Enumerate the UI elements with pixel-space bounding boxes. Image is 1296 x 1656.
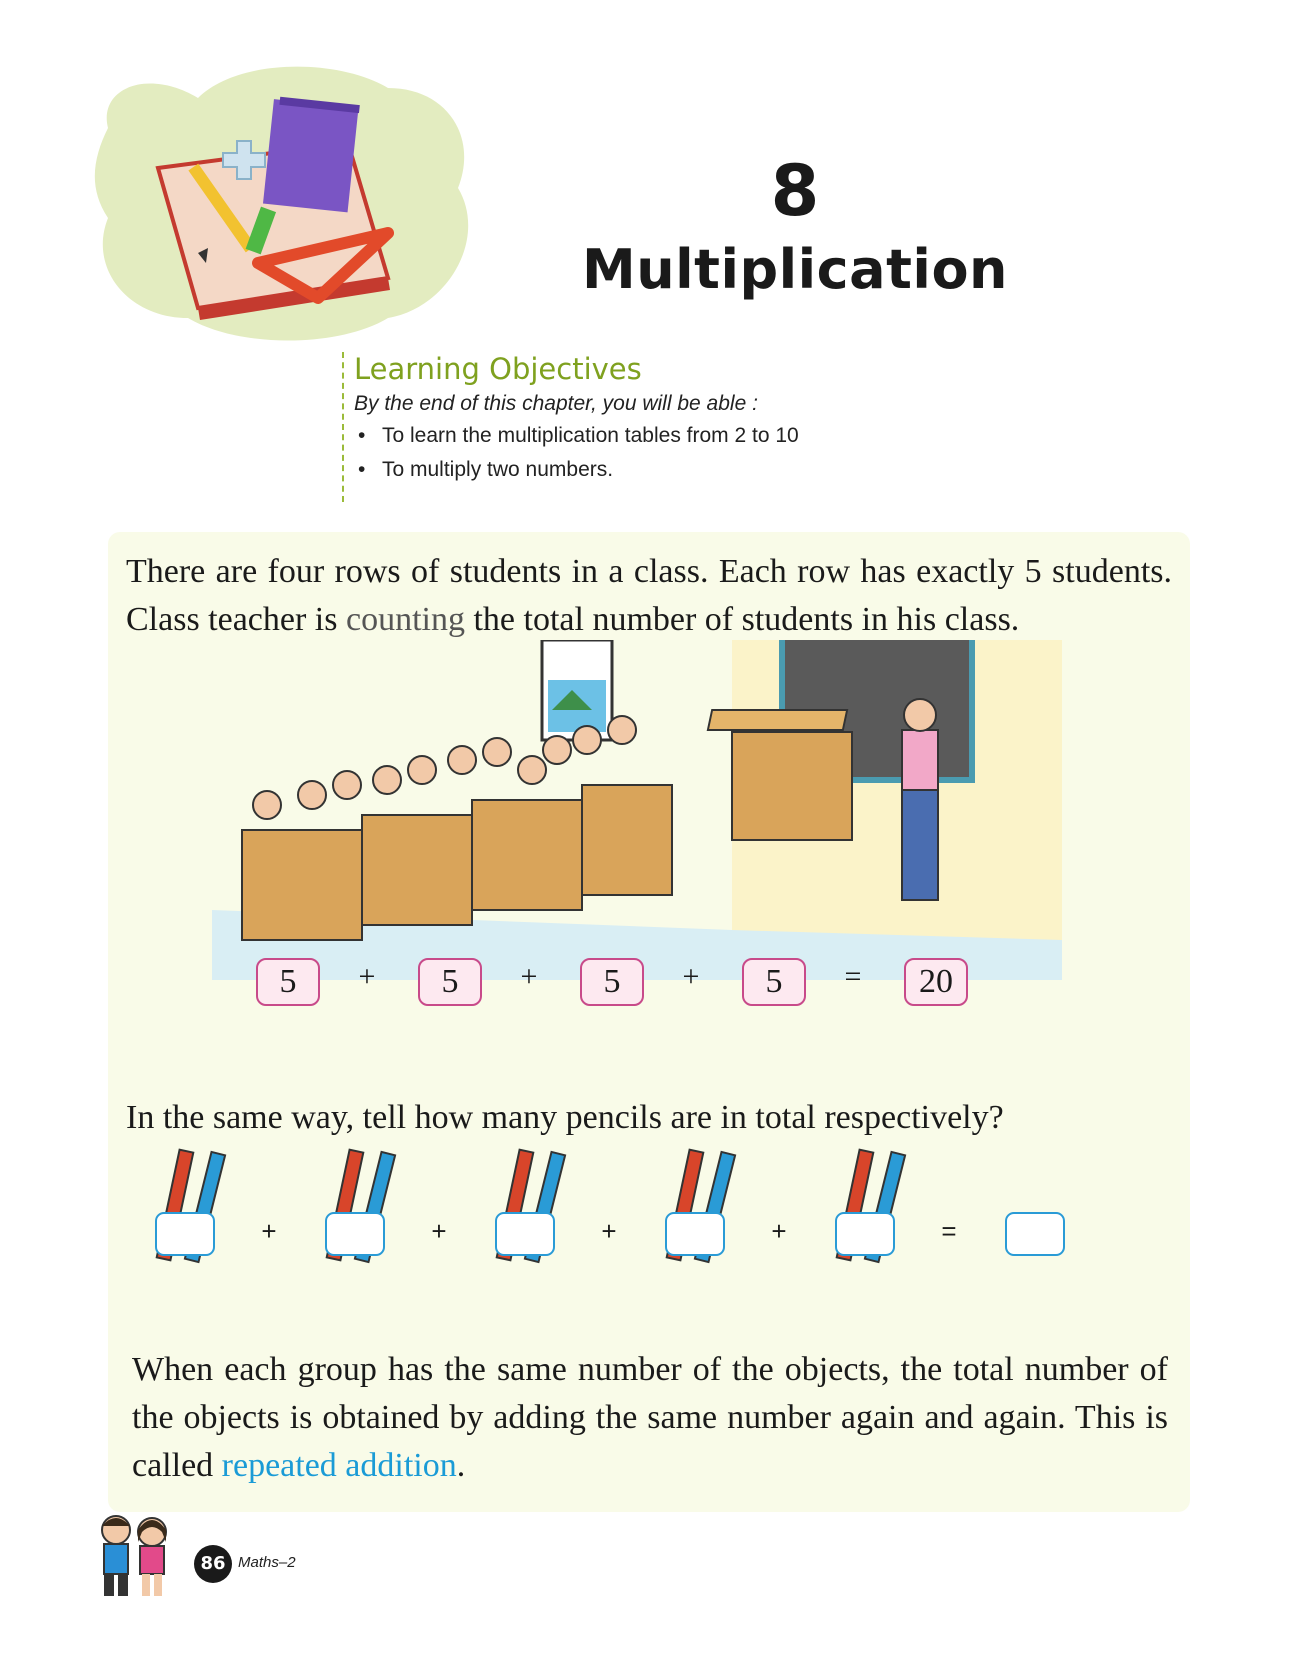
- equation-result-box: 20: [904, 958, 968, 1006]
- answer-box[interactable]: [495, 1212, 555, 1256]
- equation-term-box: 5: [256, 958, 320, 1006]
- intro-text-part1: There are four rows of students in a class. Each row has exactly 5 students. Class teacher is: [126, 553, 1172, 638]
- book-name: Maths–2: [238, 1554, 296, 1571]
- objectives-heading: Learning Objectives: [354, 352, 642, 386]
- conclusion-text-part1: When each group has the same number of the objects, the total number of the objects is obtained by adding the same number again and again. This is called: [132, 1351, 1168, 1484]
- classroom-illustration: [212, 640, 1062, 980]
- equals-sign: =: [844, 960, 862, 993]
- intro-highlight: counting: [346, 601, 465, 638]
- plus-sign: +: [358, 960, 376, 993]
- plus-sign: +: [431, 1216, 447, 1246]
- pencil-groups-illustration: [150, 1140, 1030, 1280]
- intro-paragraph: [126, 548, 1172, 644]
- pencil-question: In the same way, tell how many pencils are in total respectively?: [126, 1099, 1004, 1136]
- answer-box[interactable]: [665, 1212, 725, 1256]
- plus-sign: +: [682, 960, 700, 993]
- plus-sign: +: [601, 1216, 617, 1246]
- plus-sign: +: [771, 1216, 787, 1246]
- chapter-number: 8: [770, 150, 820, 232]
- page-number: 86: [194, 1545, 232, 1583]
- plus-sign: +: [520, 960, 538, 993]
- equation-term-box: 5: [580, 958, 644, 1006]
- conclusion-text-part2: .: [456, 1447, 466, 1484]
- objective-item: • To learn the multiplication tables from 2 to 10: [354, 424, 974, 448]
- equals-sign: =: [941, 1216, 957, 1246]
- objectives-intro: By the end of this chapter, you will be able :: [354, 392, 758, 415]
- chapter-title: Multiplication: [581, 238, 1008, 301]
- plus-sign: +: [261, 1216, 277, 1246]
- answer-box[interactable]: [835, 1212, 895, 1256]
- learning-objectives: [342, 352, 974, 502]
- answer-box[interactable]: [325, 1212, 385, 1256]
- stationery-illustration: [88, 48, 488, 358]
- answer-box[interactable]: [155, 1212, 215, 1256]
- kids-mascot-illustration: [86, 1508, 182, 1602]
- repeated-addition-term: repeated addition: [221, 1447, 457, 1484]
- equation-term-box: 5: [418, 958, 482, 1006]
- conclusion-paragraph: [132, 1346, 1168, 1490]
- objective-item: • To multiply two numbers.: [354, 458, 974, 482]
- intro-text-part2: the total number of students in his class.: [464, 601, 1020, 638]
- total-answer-box[interactable]: [1005, 1212, 1065, 1256]
- equation-term-box: 5: [742, 958, 806, 1006]
- objectives-list: [354, 424, 974, 482]
